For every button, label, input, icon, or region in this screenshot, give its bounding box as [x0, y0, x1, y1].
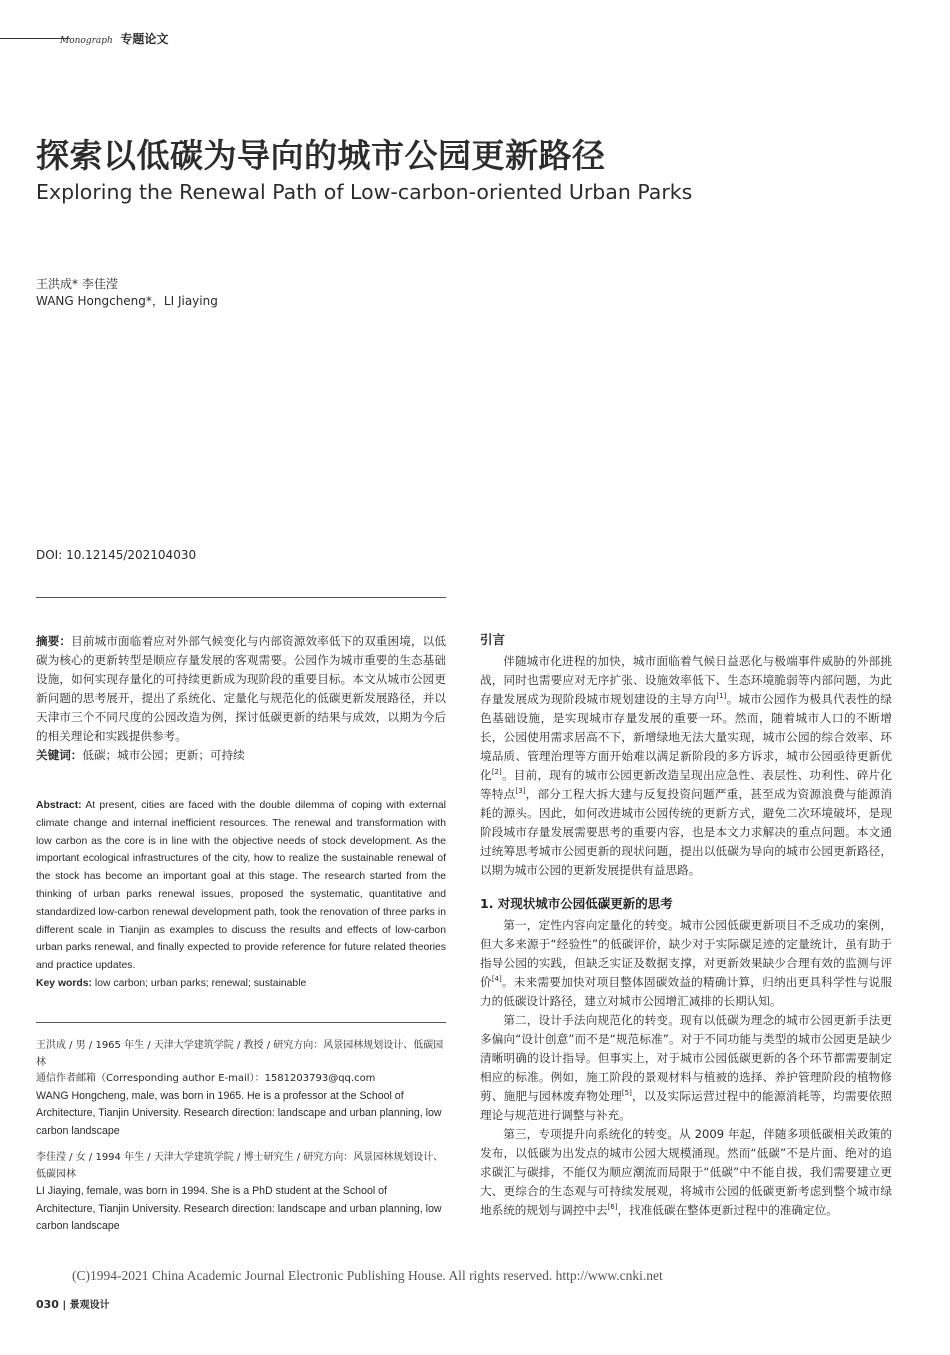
section1-paragraph-3: 第三，专项提升向系统化的转变。从 2009 年起，伴随多项低碳相关政策的发布，以低碳为出发点的城市公园大规模涌现。然而“低碳”不是片面、绝对的追求碳汇与碳排，不能仅为顺应潮流而局限于“低碳”中不能自拔，我们需要建立更大、更综合的生态观与可持续发展观，将城市公园的低碳更新考虑到整个城市绿地系统的规划与调控中去[6]，找准低碳在整体更新过程中的准确定位。: [480, 1127, 892, 1217]
ref-6[interactable]: [6]: [607, 1203, 618, 1212]
divider: [36, 1022, 446, 1023]
abstract-en-body: At present, cities are faced with the double dilemma of coping with external climate change and internal inefficient resources. The renewal and transformation with low carbon as the core is in line with the objective needs of stock development. As the important ecological infrastructures of the city, how to realize the sustainable renewal of the stock has become an important goal at this stage. The research started from the thinking of urban parks renewal issues, proposed the systematic, quantitative and standardized low-carbon renewal development path, took the renovation of three parks in different scale in Tianjin as examples to discuss the results and effects of low-carbon urban parks renewal, and finally expected to provide reference for future related theories and practice updates.: [36, 800, 446, 972]
journal-name: 景观设计: [69, 1300, 110, 1311]
author2-en: LI Jiaying, female, was born in 1994. She is a PhD student at the School of Architecture, Tianjin University. Research direction: landscape and urban planning, low carbon landscape: [36, 1185, 442, 1232]
section1-heading: 1. 对现状城市公园低碳更新的思考: [480, 896, 673, 911]
intro-heading: 引言: [480, 632, 506, 647]
authors-chinese: 王洪成* 李佳滢: [36, 277, 118, 291]
running-header: [60, 30, 168, 47]
ref-1[interactable]: [1]: [716, 692, 727, 701]
body-column: [480, 630, 892, 1220]
doi: DOI: 10.12145/202104030: [36, 548, 197, 562]
author1-cn: 王洪成 / 男 / 1965 年生 / 天津大学建筑学院 / 教授 / 研究方向：风景园林规划设计、低碳园林: [36, 1040, 444, 1068]
section1-paragraph-1: 第一，定性内容向定量化的转变。城市公园低碳更新项目不乏成功的案例，但大多来源于“经验性”的低碳评价，缺少对于实际碳足迹的定量统计，虽有助于指导公园的实践，但缺乏实证及数据支撑，对更新效果缺少合理有效的监测与评价[4]。未来需要加快对项目整体固碳效益的精确计算，归纳出更具科学性与说服力的低碳设计路径，建立对城市公园增汇减排的长期认知。: [480, 918, 892, 1008]
ref-5[interactable]: [5]: [621, 1089, 632, 1098]
copyright-notice: (C)1994-2021 China Academic Journal Electronic Publishing House. All rights reserved. http://www.cnki.net: [72, 1268, 663, 1283]
keywords-en-body: low carbon; urban parks; renewal; sustainable: [94, 977, 307, 989]
page-separator: |: [62, 1300, 67, 1311]
keywords-cn-body: 低碳；城市公园；更新；可持续: [82, 748, 245, 762]
title-chinese: 探索以低碳为导向的城市公园更新路径: [36, 136, 606, 175]
author1-en: WANG Hongcheng, male, was born in 1965. He is a professor at the School of Architecture, Tianjin University. Research direction: landscape and urban planning, low carbon landscape: [36, 1089, 442, 1137]
keywords-cn: [36, 746, 446, 765]
abstract-en-label: Abstract:: [36, 800, 82, 811]
title-english: Exploring the Renewal Path of Low-carbon-oriented Urban Parks: [36, 180, 693, 204]
abstract-chinese: [36, 632, 446, 765]
abstract-english: [36, 797, 446, 993]
author2-cn: 李佳滢 / 女 / 1994 年生 / 天津大学建筑学院 / 博士研究生 / 研究方向：风景园林规划设计、低碳园林: [36, 1152, 444, 1180]
author-footnotes: [36, 1038, 448, 1236]
divider: [36, 597, 446, 598]
section-label: 专题论文: [120, 32, 169, 46]
page-footer: [36, 1296, 110, 1311]
keywords-cn-label: 关键词：: [36, 748, 83, 762]
ref-3[interactable]: [3]: [515, 787, 526, 796]
authors-english: WANG Hongcheng*，LI Jiaying: [36, 294, 218, 308]
keywords-en: [36, 975, 446, 993]
abstract-cn-body: 目前城市面临着应对外部气候变化与内部资源效率低下的双重困境，以低碳为核心的更新转型是顺应存量发展的客观需要。公园作为城市重要的生态基础设施，如何实现存量化的可持续更新成为现阶段的重要目标。本文从城市公园更新问题的思考展开，提出了系统化、定量化与规范化的低碳更新发展路径，并以天津市三个不同尺度的公园改造为例，探讨低碳更新的结果与成效，以期为今后的相关理论和实践提供参考。: [36, 634, 446, 743]
authors: [36, 276, 218, 310]
section1-paragraph-2: 第二，设计手法向规范化的转变。现有以低碳为理念的城市公园更新手法更多偏向“设计创意”而不是“规范标准”。对于不同功能与类型的城市公园更是缺少清晰明确的设计指导。但事实上，对于城市公园低碳更新的各个环节都需要制定相应的标准。例如，施工阶段的景观材料与植被的选择、养护管理阶段的植物修剪、施肥与园林废弃物处理[5]，以及实际运营过程中的能源消耗等，均需要依照理论与规范进行调整与补充。: [480, 1013, 892, 1122]
keywords-en-label: Key words:: [36, 977, 93, 989]
abstract-cn-label: 摘要：: [36, 634, 72, 648]
abstract-en-text: [36, 797, 446, 975]
abstract-cn-text: [36, 632, 446, 746]
ref-2[interactable]: [2]: [491, 768, 502, 777]
author1-email: 通信作者邮箱（Corresponding author E-mail）：1581203793@qq.com: [36, 1073, 376, 1084]
page-number: 030: [36, 1298, 59, 1311]
monograph-label: Monograph: [60, 36, 113, 46]
intro-paragraph: 伴随城市化进程的加快，城市面临着气候日益恶化与极端事件威胁的外部挑战，同时也需要应对无序扩张、设施效率低下、生态环境脆弱等内部问题，为此存量发展成为现阶段城市规划建设的主导方向[1]。城市公园作为极具代表性的绿色基础设施，是实现城市存量发展的重要一环。然而，随着城市人口的不断增长，公园使用需求居高不下，新增绿地无法大量实现，城市公园的综合效率、环境品质、管理治理等方面开始难以满足新阶段的多方诉求，城市公园亟待更新优化[2]。目前，现有的城市公园更新改造呈现出应急性、表层性、功利性、碎片化等特点[3]，部分工程大拆大建与反复投资问题严重，甚至成为资源浪费与能源消耗的源头。因此，如何改进城市公园传统的更新方式，避免二次环境破坏，是现阶段城市存量发展需要思考的重要内容，也是本文力求解决的重点问题。本文通过统筹思考城市公园更新的现状问题，提出以低碳为导向的城市公园更新路径，以期为城市公园的更新发展提供有益思路。: [480, 654, 892, 877]
ref-4[interactable]: [4]: [491, 975, 502, 984]
